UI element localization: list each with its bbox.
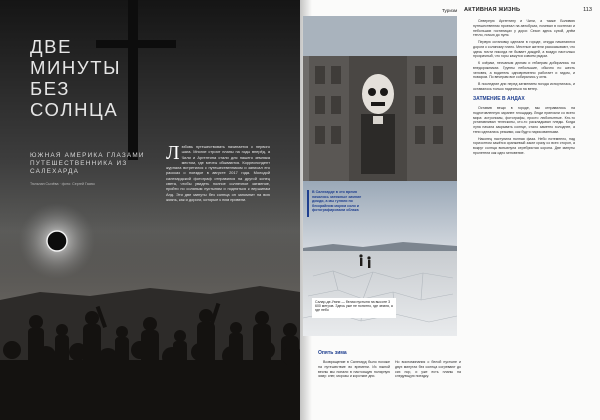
body-paragraph: К озёрам, песчаным дюнам и гейзерам добирались на внедорожниках. Группы небольшие, обычно по шесть человек, а водитель одновременно работает и гидом, и поваром. По вечерам все собирались у огня. [473, 61, 575, 80]
body-paragraph: Первую остановку сделали в городе, откуда начинаются дороги к соляному плато. Местные жители рассказывают, что здесь почти никогда не бывает дождей, а воздух настолько прозрачный, что горы кажутся совсем рядом. [473, 40, 575, 59]
bottom-column-a: Возвращение в Салехард было похоже на путешествие во времени. Из южной весны мы попали в настоящую полярную зиму: снег, морозы и короткие дни. [318, 360, 390, 379]
running-header [442, 7, 592, 16]
body-paragraph: В последние дни перед затмением погода испортилась, и оставалось только надеяться на ветер. [473, 82, 575, 91]
bottom-subheading: Опять зима [318, 350, 347, 356]
salt-flat-photo [303, 16, 457, 336]
article-credits: Тюльпан Сычёва · фото: Сергей Гасюк [30, 182, 95, 186]
right-page [300, 0, 600, 420]
body-paragraph: Оставив вещи в городе, мы отправились на подготовленную заранее площадку. Люди приехали со всего мира: астрономы, фотографы, просто любопытные. Кто-то устанавливал телескопы, кто-то раскладывал пледы. Когда луна начала закрывать солнце, стало заметно холоднее, а тени сделались резкими, как будто нарисованными. [473, 106, 575, 134]
article-subtitle: ЮЖНАЯ АМЕРИКА ГЛАЗАМИ ПУТЕШЕСТВЕННИКА ИЗ САЛЕХАРДА [30, 152, 145, 175]
pull-quote: В Салехарде в это время начались затяжные зимние дожди, а мы гуляли по бескрайним морям соли и фотографировали облака [312, 190, 362, 213]
body-paragraph: Наконец наступила полная фаза. Небо потемнело, над горизонтом зажёгся оранжевый закат сразу со всех сторон, а вокруг солнца вспыхнула серебристая корона. Две минуты пролетели как одно мгновение. [473, 136, 575, 155]
bottom-column-b: Но воспоминания о белой пустыне и двух минутах без солнца согревают до сих пор, и уже есть планы на следующую поездку. [395, 360, 461, 379]
photo-caption: Салар-де-Уюни — белая пустыня на высоте 3 600 метров. Здесь уже не понятно, где земля, а где небо [312, 298, 396, 318]
header-brand: АКТИВНАЯ ЖИЗНЬ [464, 7, 521, 13]
article-lede [166, 144, 270, 202]
headline-line-1: ДВЕ [30, 36, 73, 57]
headline-line-2: МИНУТЫ [30, 57, 122, 78]
body-column-right [473, 19, 575, 158]
section-subheading: ЗАТМЕНИЕ В АНДАХ [473, 95, 525, 102]
lede-text: юбовь путешествовать начинается с первого шага. Многие строят планы на годы вперёд, а Чили и Аргентина стали для нашего земляка местом, где мечты сбываются. Корреспондент журнала встретился с путешественником и записал его рассказ о поездке в августе 2017 года. Молодой салехардский фотограф отправился на другой конец света, чтобы увидеть полное солнечное затмение, пройти по соляным пустыням и подняться к вершинам Анд. Эти две минуты без солнца он запомнит на всю жизнь, как и дороги, которые к ним привели. [166, 144, 270, 202]
body-paragraph: Северную Аргентину и Чили, а также Боливию путешественник проехал на автобусах, ночевал в хостелах и небольших гостиницах у дорог. Сезон здесь сухой, днём тепло, ночью до нуля. [473, 19, 575, 38]
page-number: 113 [583, 7, 592, 13]
eclipse-moon [47, 231, 67, 251]
article-headline [30, 36, 160, 120]
headline-line-3: БЕЗ СОЛНЦА [30, 78, 119, 120]
header-section: Туризм [442, 8, 458, 13]
drop-cap: Л [166, 142, 180, 164]
skeleton-figure [361, 74, 395, 174]
callout-rule [307, 190, 309, 217]
